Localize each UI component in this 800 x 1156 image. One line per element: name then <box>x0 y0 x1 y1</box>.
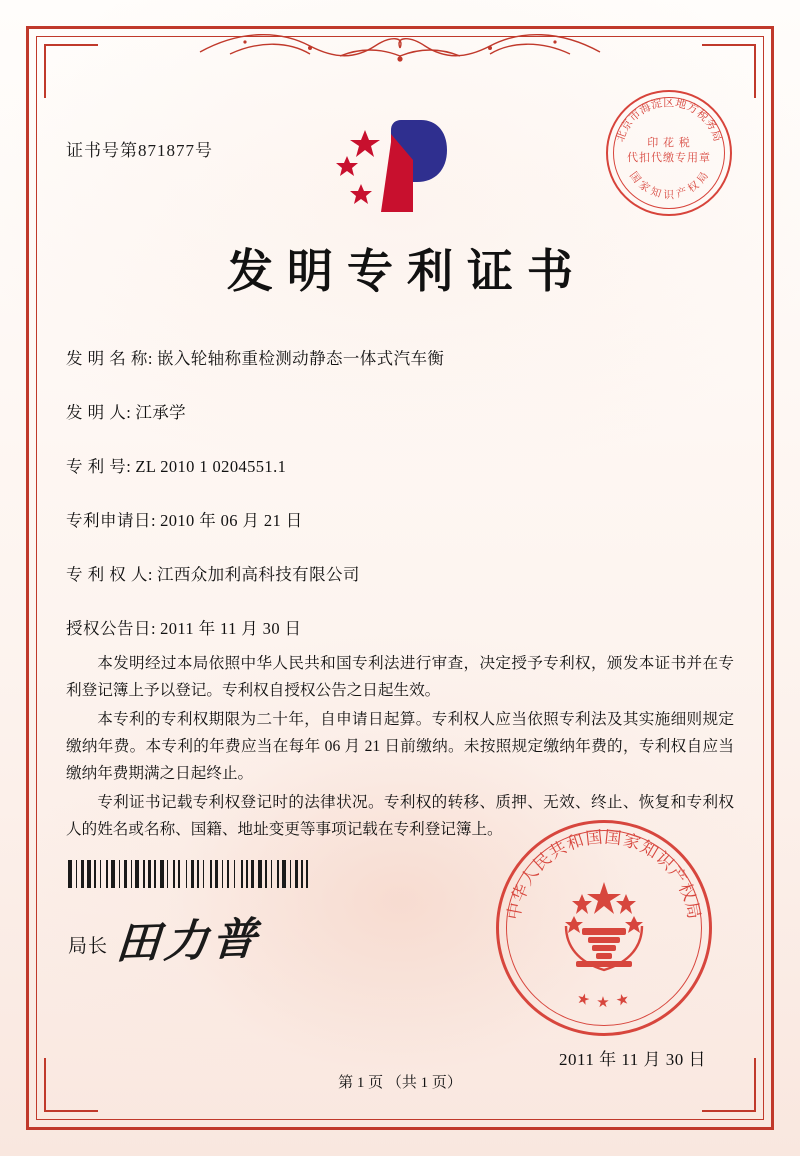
seal-date: 2011 年 11 月 30 日 <box>559 1050 706 1069</box>
field-inventor <box>66 399 734 423</box>
field-value: 2010 年 06 月 21 日 <box>160 511 303 530</box>
field-label: 专 利 权 人: <box>66 565 153 584</box>
field-value: ZL 2010 1 0204551.1 <box>135 457 287 476</box>
field-value: 嵌入轮轴称重检测动静态一体式汽车衡 <box>156 349 445 368</box>
page-title: 发明专利证书 <box>227 246 587 297</box>
paragraph-3: 专利证书记载专利权登记时的法律状况。专利权的转移、质押、无效、终止、恢复和专利权人的姓名或名称、国籍、地址变更等事项记载在专利登记簿上。 <box>66 794 734 838</box>
field-patentee <box>66 561 734 585</box>
certificate-content <box>60 60 740 1096</box>
field-value: 江承学 <box>135 403 187 422</box>
tax-stamp-line-2: 代扣代缴专用章 <box>627 152 711 164</box>
director-signature: 田力普 <box>114 914 262 969</box>
field-application-date <box>66 507 734 531</box>
paragraph-1: 本发明经过本局依照中华人民共和国专利法进行审查，决定授予专利权，颁发本证书并在专利登记簿上予以登记。专利权自授权公告之日起生效。 <box>66 655 734 699</box>
national-seal <box>496 820 712 1036</box>
tax-stamp-line-1: 印 花 税 <box>647 137 691 149</box>
sipo-logo-icon <box>325 112 475 222</box>
svg-text:★ ★ ★: ★ ★ ★ <box>574 990 634 1011</box>
field-invention-name <box>66 345 734 369</box>
field-grant-date <box>66 615 734 639</box>
tax-stamp <box>606 90 732 216</box>
field-label: 授权公告日: <box>66 619 157 638</box>
svg-text:中华人民共和国国家知识产权局: 中华人民共和国国家知识产权局 <box>504 827 704 922</box>
field-label: 发 明 人: <box>66 403 132 422</box>
national-emblem-icon <box>552 876 656 980</box>
barcode <box>68 860 320 888</box>
field-label: 发 明 名 称: <box>66 349 153 368</box>
paragraph-2: 本专利的专利权期限为二十年，自申请日起算。专利权人应当依照专利法及其实施细则规定缴纳年费。本专利的年费应当在每年 06 月 21 日前缴纳。未按照规定缴纳年费的，专利权自应当缴纳年费期满之日起终止。 <box>66 711 734 782</box>
field-value: 江西众加利高科技有限公司 <box>156 565 360 584</box>
field-patent-number <box>66 453 734 477</box>
legal-body-text <box>66 650 734 845</box>
page-footer: 第 1 页 （共 1 页） <box>338 1075 462 1091</box>
field-list <box>66 345 734 669</box>
certificate-number: 证书号第871877号 <box>66 141 213 160</box>
tax-stamp-center-text <box>608 136 730 166</box>
svg-text:北京市海淀区地方税务局: 北京市海淀区地方税务局 <box>614 97 724 144</box>
field-value: 2011 年 11 月 30 日 <box>160 619 302 638</box>
field-label: 专 利 号: <box>66 457 132 476</box>
director-label: 局长 <box>68 936 109 957</box>
svg-text:国 家 知 识 产 权 局: 国 家 知 识 产 权 局 <box>626 170 712 201</box>
director-signature-row <box>68 914 262 969</box>
field-label: 专利申请日: <box>66 511 157 530</box>
